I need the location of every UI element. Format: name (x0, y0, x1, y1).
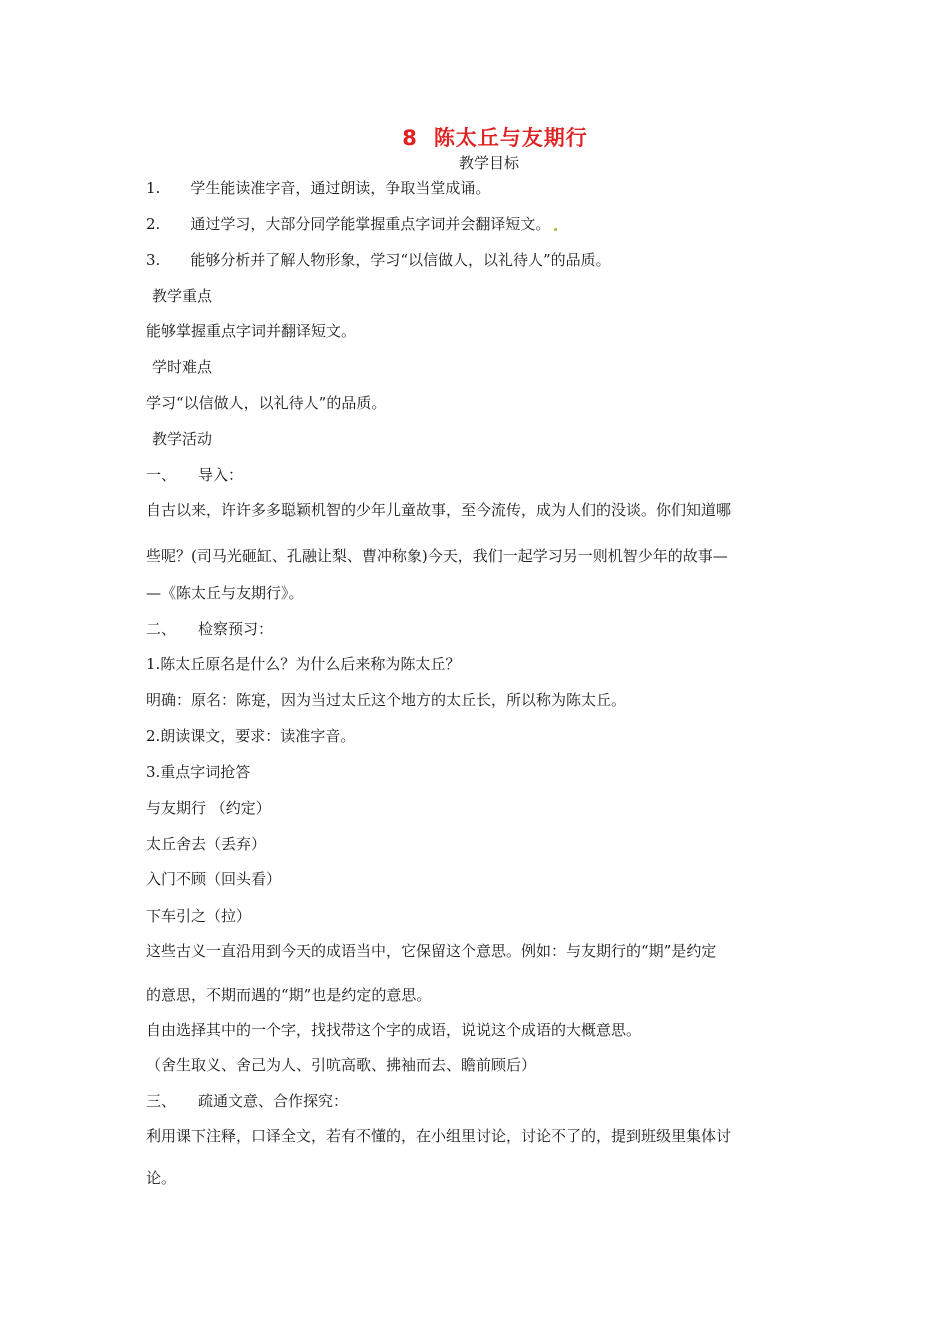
key-points-text: 能够掌握重点字词并翻译短文。 (146, 322, 357, 340)
section-number: 三、 (146, 1092, 177, 1110)
difficulties-heading: 学时难点 (152, 358, 213, 376)
section-number: 二、 (146, 620, 177, 638)
lesson-title-text: 陈太丘与友期行 (433, 126, 588, 150)
question-line: 3.重点字词抢答 (146, 763, 251, 781)
word-item: 太丘舍去（丢弃） (146, 835, 267, 853)
section-heading-intro (146, 465, 243, 485)
paragraph-line: （舍生取义、舍己为人、引吭高歌、拂袖而去、瞻前顾后） (146, 1056, 537, 1074)
objective-number: 3. (146, 251, 161, 269)
question-line: 1.陈太丘原名是什么？为什么后来称为陈太丘？ (146, 655, 461, 673)
paragraph-line: 这些古义一直沿用到今天的成语当中，它保留这个意思。例如：与友期行的“期”是约定 (146, 942, 717, 960)
stray-mark (554, 228, 557, 231)
difficulties-text: 学习“以信做人，以礼待人”的品质。 (146, 394, 387, 412)
objective-text: 学生能读准字音，通过朗读，争取当堂成诵。 (190, 179, 491, 197)
paragraph-line: 利用课下注释，口译全文，若有不懂的，在小组里讨论，讨论不了的，提到班级里集体讨 (146, 1127, 732, 1145)
paragraph-line: 些呢？(司马光砸缸、孔融让梨、曹冲称象)今天，我们一起学习另一则机智少年的故事— (146, 547, 728, 565)
word-item: 入门不顾（回头看） (146, 870, 282, 888)
objective-item (146, 214, 557, 234)
section-title: 疏通文意、合作探究： (198, 1092, 349, 1110)
objective-text: 能够分析并了解人物形象，学习“以信做人，以礼待人”的品质。 (190, 251, 611, 269)
objective-item (146, 250, 611, 270)
word-item: 下车引之（拉） (146, 907, 252, 925)
paragraph-line: 的意思，不期而遇的“期”也是约定的意思。 (146, 986, 432, 1004)
lesson-title (0, 122, 950, 152)
section-number: 一、 (146, 466, 177, 484)
objective-item (146, 178, 490, 198)
section-heading-explore (146, 1091, 348, 1111)
paragraph-line: 自由选择其中的一个字，找找带这个字的成语，说说这个成语的大概意思。 (146, 1021, 642, 1039)
key-points-heading: 教学重点 (152, 287, 213, 305)
paragraph-line: 论。 (146, 1169, 177, 1187)
paragraph-line: —《陈太丘与友期行》。 (146, 584, 304, 602)
paragraph-line: 自古以来，许许多多聪颖机智的少年儿童故事，至今流传，成为人们的没谈。你们知道哪 (146, 501, 732, 519)
section-title: 检察预习： (198, 620, 274, 638)
objective-number: 1. (146, 179, 161, 197)
section-heading-objectives: 教学目标 (458, 154, 519, 172)
objective-number: 2. (146, 215, 161, 233)
objective-text: 通过学习，大部分同学能掌握重点字词并会翻译短文。 (190, 215, 551, 233)
section-title: 导入： (198, 466, 244, 484)
activities-heading: 教学活动 (152, 430, 213, 448)
answer-line: 明确：原名：陈寔，因为当过太丘这个地方的太丘长，所以称为陈太丘。 (146, 691, 627, 709)
lesson-number: 8 (402, 126, 418, 150)
section-heading-preview (146, 619, 273, 639)
word-item: 与友期行 （约定） (146, 799, 271, 817)
question-line: 2.朗读课文，要求：读准字音。 (146, 727, 356, 745)
